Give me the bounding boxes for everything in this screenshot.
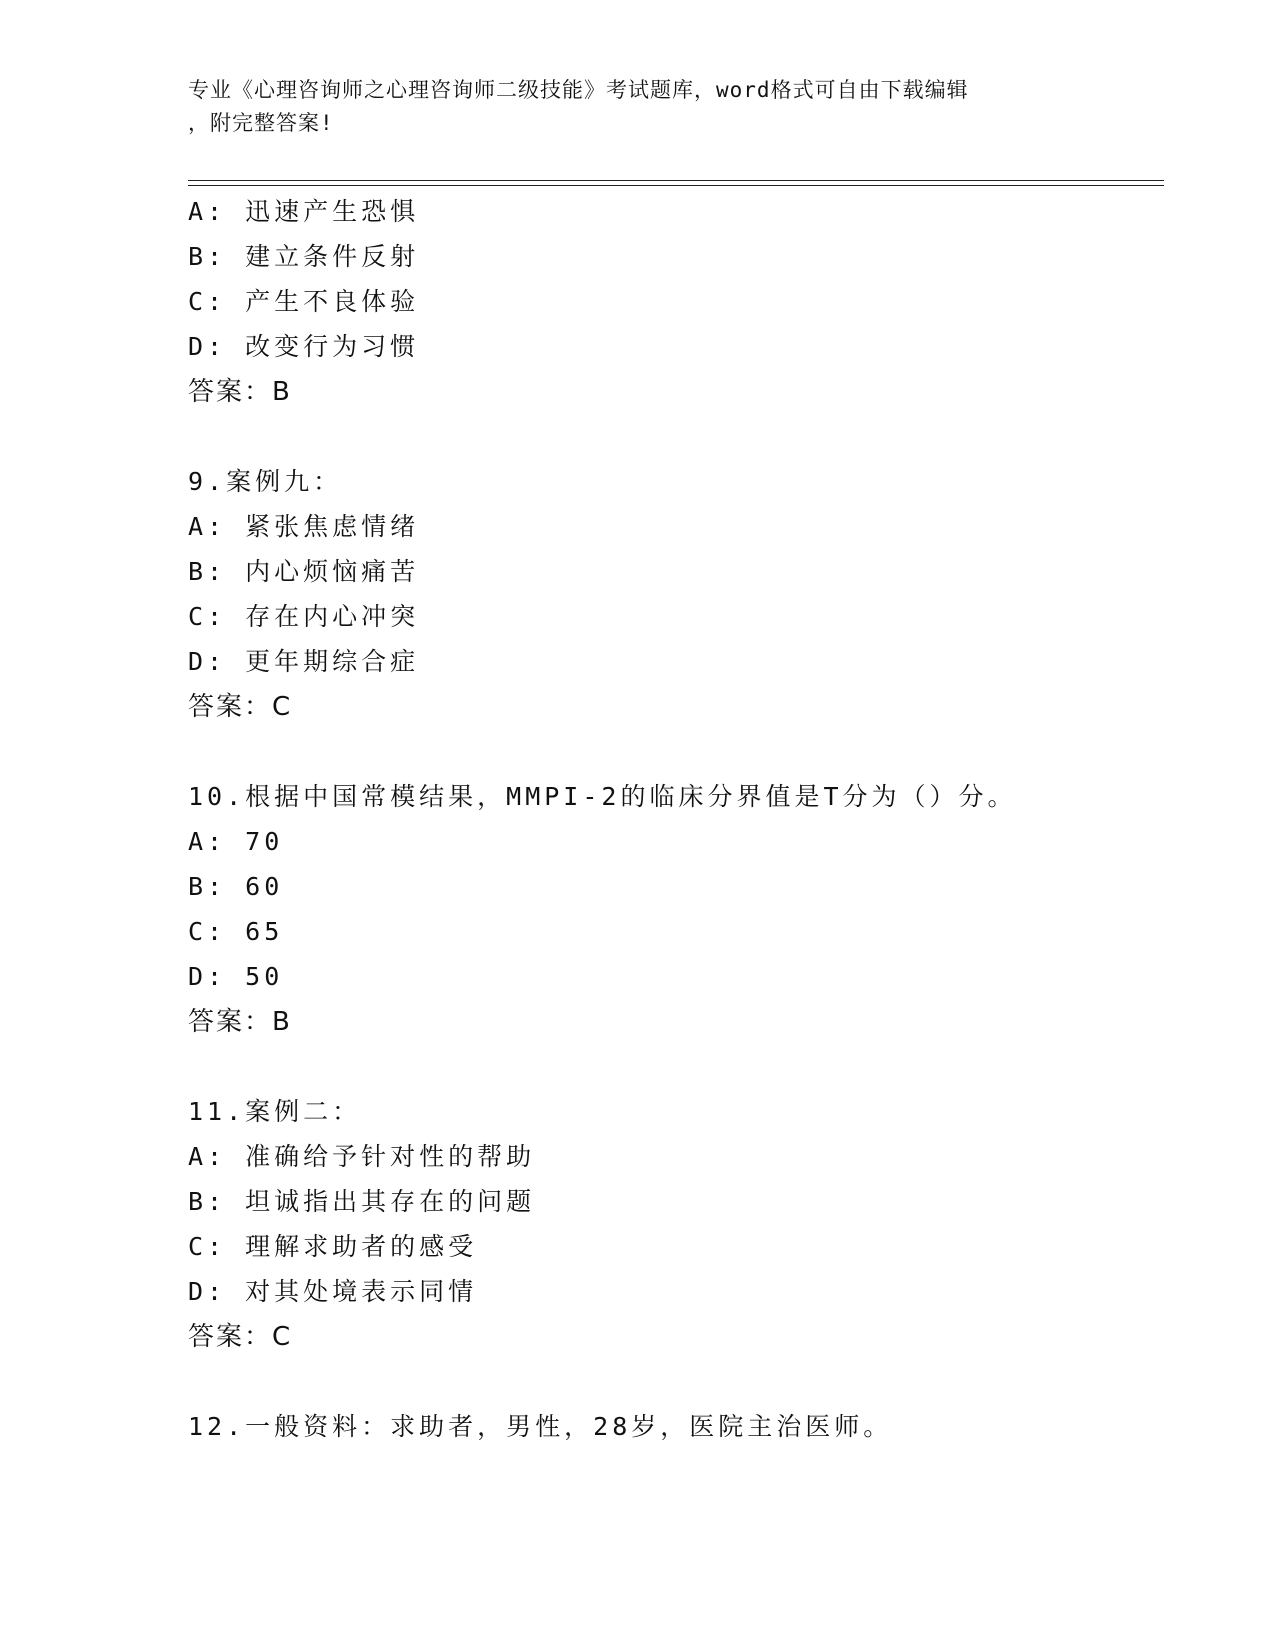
option-b: B: 60 <box>188 872 284 901</box>
header-divider-bottom <box>188 185 1164 186</box>
option-c: C: 理解求助者的感受 <box>188 1232 478 1261</box>
header-line-2: ，附完整答案! <box>188 111 334 135</box>
answer-line: 答案：C <box>188 692 293 722</box>
option-a: A: 迅速产生恐惧 <box>188 197 420 226</box>
option-a: A: 准确给予针对性的帮助 <box>188 1142 536 1171</box>
option-b: B: 内心烦恼痛苦 <box>188 557 420 586</box>
option-b: B: 坦诚指出其存在的问题 <box>188 1187 536 1216</box>
option-b: B: 建立条件反射 <box>188 242 420 271</box>
answer-line: 答案：B <box>188 1007 292 1037</box>
header-divider-top <box>188 180 1164 181</box>
option-d: D: 50 <box>188 962 284 991</box>
option-d: D: 更年期综合症 <box>188 647 420 676</box>
question-11: 11.案例二： <box>188 1097 362 1126</box>
option-a: A: 紧张焦虑情绪 <box>188 512 420 541</box>
question-10: 10.根据中国常模结果，MMPI-2的临床分界值是T分为（）分。 <box>188 782 1017 811</box>
option-d: D: 改变行为习惯 <box>188 332 420 361</box>
option-c: C: 65 <box>188 917 284 946</box>
option-d: D: 对其处境表示同情 <box>188 1277 478 1306</box>
question-12: 12.一般资料：求助者，男性，28岁，医院主治医师。 <box>188 1412 893 1441</box>
question-9: 9.案例九： <box>188 467 343 496</box>
answer-line: 答案：B <box>188 377 292 407</box>
document-header <box>188 74 1088 140</box>
answer-line: 答案：C <box>188 1322 293 1352</box>
option-c: C: 存在内心冲突 <box>188 602 420 631</box>
option-a: A: 70 <box>188 827 284 856</box>
option-c: C: 产生不良体验 <box>188 287 420 316</box>
header-line-1: 专业《心理咨询师之心理咨询师二级技能》考试题库，word格式可自由下载编辑 <box>188 78 969 102</box>
